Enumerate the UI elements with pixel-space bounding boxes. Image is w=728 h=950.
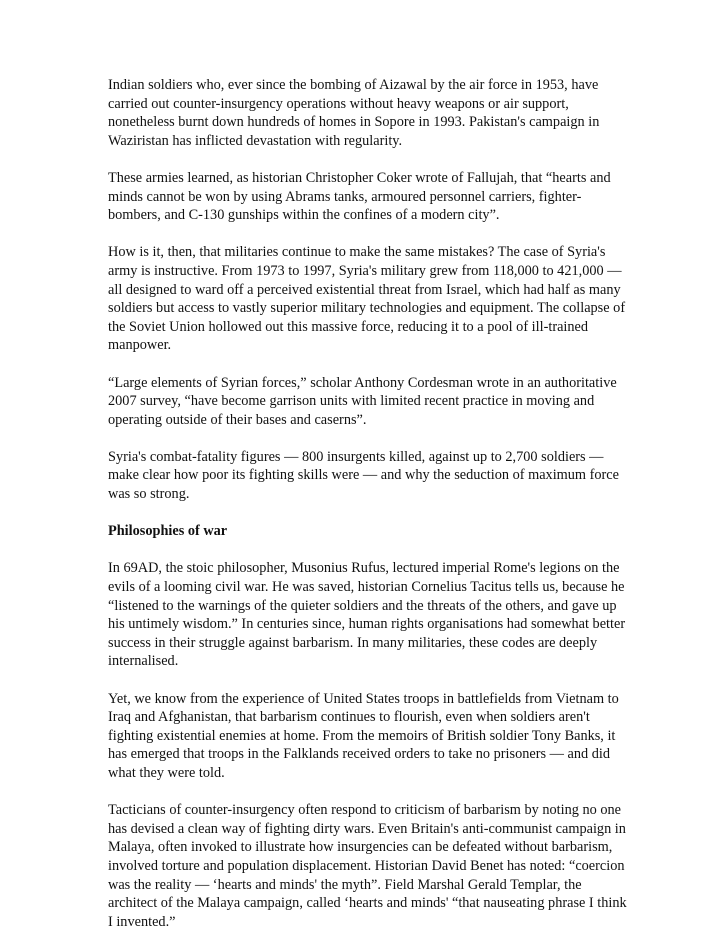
section-heading: Philosophies of war bbox=[108, 523, 228, 540]
paragraph-5: Syria's combat-fatality figures — 800 insurgents killed, against up to 2,700 soldiers — make clear how poor its fighting skills were — and why the seduction of maximum force was so strong. bbox=[108, 448, 619, 503]
paragraph-1: Indian soldiers who, ever since the bombing of Aizawal by the air force in 1953, have carried out counter-insurgency operations without heavy weapons or air support, nonetheless burnt down hundreds of homes in Sopore in 1993. Pakistan's campaign in Waziristan has inflicted devastation with regularity. bbox=[108, 77, 600, 149]
paragraph-3: How is it, then, that militaries continue to make the same mistakes? The case of Syria's army is instructive. From 1973 to 1997, Syria's military grew from 118,000 to 421,000 — all designed to ward off a perceived existential threat from Israel, which had half as many soldiers but access to vastly superior military technologies and equipment. The collapse of the Soviet Union hollowed out this massive force, reducing it to a pool of ill-trained manpower. bbox=[108, 244, 626, 354]
paragraph-8: Tacticians of counter-insurgency often respond to criticism of barbarism by noting no one has devised a clean way of fighting dirty wars. Even Britain's anti-communist campaign in Malaya, often invoked to illustrate how insurgencies can be defeated without barbarism, involved torture and population displacement. Historian David Benet has noted: “coercion was the reality — ‘hearts and minds' the myth”. Field Marshal Gerald Templar, the architect of the Malaya campaign, called ‘hearts and minds' “that nauseating phrase I think I invented.” bbox=[108, 802, 627, 930]
paragraph-4: “Large elements of Syrian forces,” scholar Anthony Cordesman wrote in an authoritative 2007 survey, “have become garrison units with limited recent practice in moving and operating outside of their bases and caserns”. bbox=[108, 374, 617, 428]
paragraph-6: In 69AD, the stoic philosopher, Musonius Rufus, lectured imperial Rome's legions on the evils of a looming civil war. He was saved, historian Cornelius Tacitus tells us, because he “listened to the warnings of the quieter soldiers and the threats of the others, and gave up his untimely wisdom.” In centuries since, human rights organisations had somewhat better success in their struggle against barbarism. In many militaries, these codes are deeply internalised. bbox=[108, 560, 626, 670]
paragraph-2: These armies learned, as historian Christopher Coker wrote of Fallujah, that “hearts and minds cannot be won by using Abrams tanks, armoured personnel carriers, fighter-bombers, and C-130 gunships within the confines of a modern city”. bbox=[108, 169, 611, 224]
document-page bbox=[108, 76, 628, 950]
paragraph-7: Yet, we know from the experience of United States troops in battlefields from Vietnam to Iraq and Afghanistan, that barbarism continues to flourish, even when soldiers aren't fighting existential enemies at home. From the memoirs of British soldier Tony Banks, it has emerged that troops in the Falklands received orders to take no prisoners — and did what they were told. bbox=[108, 690, 619, 781]
